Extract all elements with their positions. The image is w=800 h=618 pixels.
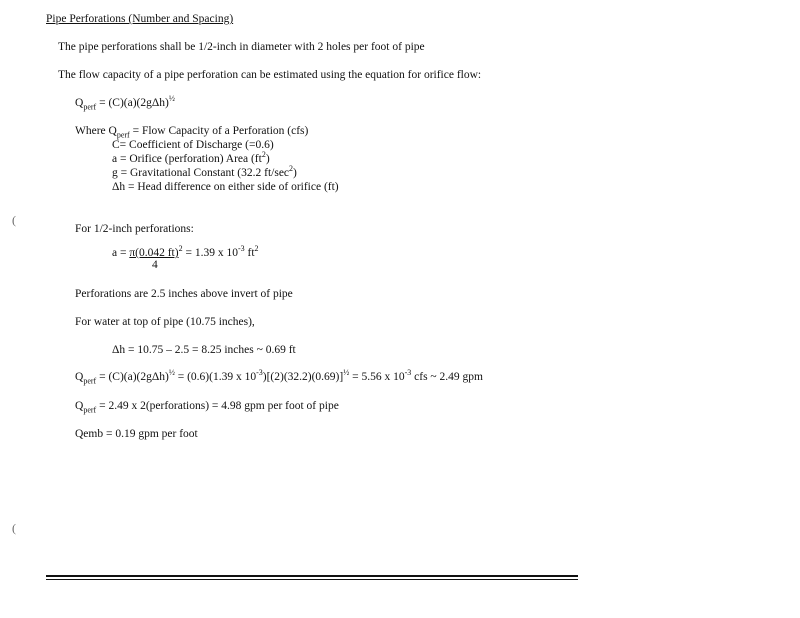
paragraph-half-inch: For 1/2-inch perforations: xyxy=(75,223,194,235)
paragraph-flow-capacity: The flow capacity of a pipe perforation can be estimated using the equation for orifice flow: xyxy=(58,69,482,81)
where-definition-a: a = Orifice (perforation) Area $(ft^2)$ xyxy=(112,150,270,165)
scan-mark-bottom: ( xyxy=(12,521,16,535)
qemb-line: Qemb = 0.19 gpm per foot xyxy=(75,428,198,440)
paragraph-water-top: For water at top of pipe (10.75 inches), xyxy=(75,316,255,328)
section-title: Pipe Perforations (Number and Spacing) xyxy=(46,13,234,25)
where-definition-dh: Δh = Head difference on either side of orifice (ft) xyxy=(112,181,339,193)
paragraph-perforation-size: The pipe perforations shall be 1/2-inch in diameter with 2 holes per foot of pipe xyxy=(58,41,425,53)
paragraph-invert: Perforations are 2.5 inches above invert of pipe xyxy=(75,288,293,300)
flow-calculation-equation: $Q_{perf} = (C)(a)(2g\Delta h)^{\frac{1}{2}} = (0.6)(1.39$ x $10^{-3})[(2)(32.2)(0.69)]^{\frac{1}{2}} = 5.56$ x $10^{-3}$ cfs ~ 2.49 gpm xyxy=(75,368,483,386)
footer-rule-thin xyxy=(46,579,578,580)
head-difference-equation: Δh = 10.75 – 2.5 = 8.25 inches ~ 0.69 ft xyxy=(112,344,296,356)
where-definition-g: g = Gravitational Constant (32.2 $ft/\sec^2$) xyxy=(112,164,297,179)
area-denominator: 4 xyxy=(152,259,158,271)
where-definition-q: Where $Q_{perf}$ = Flow Capacity of a Perforation (cfs) xyxy=(75,125,309,140)
per-foot-flow-equation: $Q_{perf} = 2.49$ x 2(perforations) = 4.98 gpm per foot of pipe xyxy=(75,400,339,415)
where-definition-c: C= Coefficient of Discharge (=0.6) xyxy=(112,139,274,151)
scan-mark-top: ( xyxy=(12,213,16,227)
orifice-flow-equation: $Q_{perf} = (C)(a)(2g\Delta h)^{\frac{1}{2}}$ xyxy=(75,94,175,112)
footer-rule-thick xyxy=(46,575,578,577)
area-equation: a = π(0.042 ft)$^2$ = 1.39 x $10^{-3}$ $ft^2$ xyxy=(112,244,259,259)
